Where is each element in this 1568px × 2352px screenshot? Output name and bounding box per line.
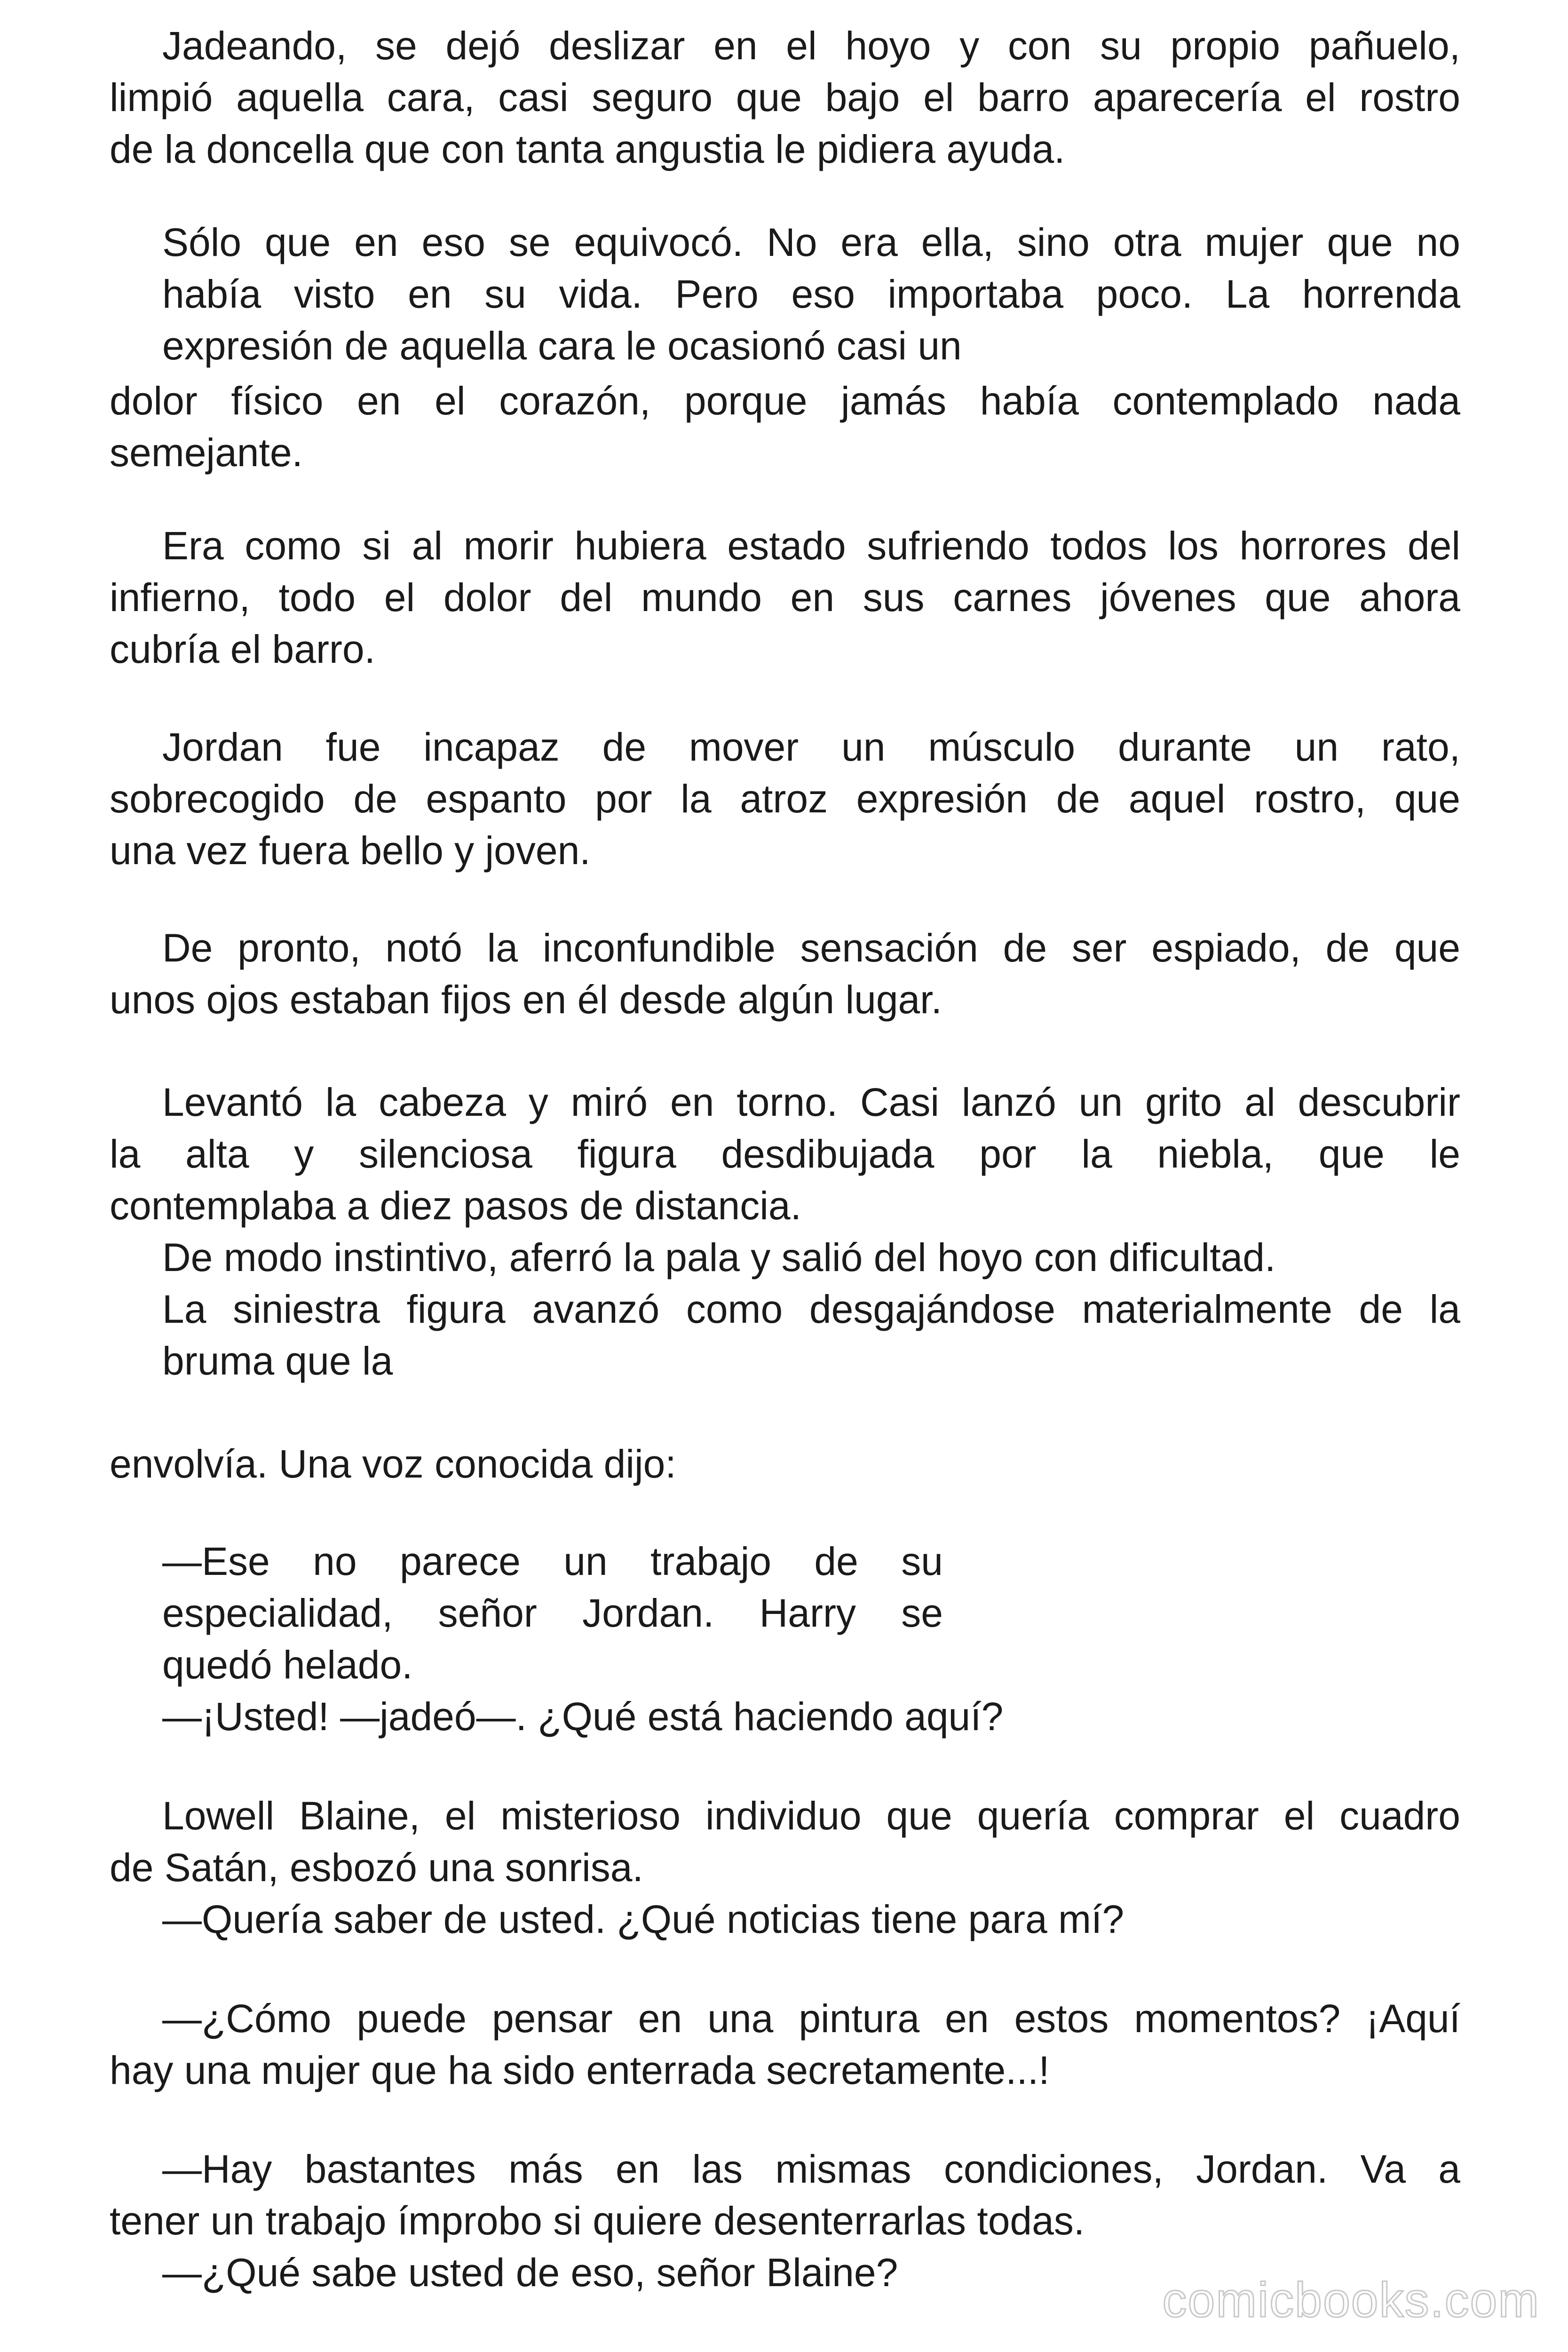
text-line: Jordan fue incapaz de mover un músculo durante un rato, [162, 725, 1460, 769]
text-line: unos ojos estaban fijos en él desde algún lugar. [110, 977, 942, 1022]
text-line: cubría el barro. [110, 627, 375, 671]
text-line: de la doncella que con tanta angustia le pidiera ayuda. [110, 127, 1065, 171]
text-line: sobrecogido de espanto por la atroz expresión de aquel rostro, que [110, 777, 1460, 821]
text-line: hay una mujer que ha sido enterrada secretamente...! [110, 2048, 1050, 2092]
text-line: especialidad, señor Jordan. Harry se [162, 1591, 943, 1635]
text-line: —¿Qué sabe usted de eso, señor Blaine? [162, 2250, 898, 2295]
text-line: una vez fuera bello y joven. [110, 828, 591, 873]
text-line: La siniestra figura avanzó como desgajándose materialmente de la [162, 1287, 1460, 1331]
text-line: había visto en su vida. Pero eso importaba poco. La horrenda [162, 272, 1460, 316]
text-line: infierno, todo el dolor del mundo en sus carnes jóvenes que ahora [110, 575, 1460, 620]
text-line: bruma que la [162, 1339, 393, 1383]
text-line: Era como si al morir hubiera estado sufriendo todos los horrores del [162, 524, 1460, 568]
text-line: de Satán, esbozó una sonrisa. [110, 1845, 643, 1890]
text-line: quedó helado. [162, 1643, 413, 1687]
text-line: semejante. [110, 430, 303, 475]
text-line: la alta y silenciosa figura desdibujada por la niebla, que le [110, 1132, 1460, 1176]
text-line: Jadeando, se dejó deslizar en el hoyo y con su propio pañuelo, [162, 24, 1460, 68]
text-line: De pronto, notó la inconfundible sensación de ser espiado, de que [162, 926, 1460, 970]
text-line: —Quería saber de usted. ¿Qué noticias tiene para mí? [162, 1897, 1125, 1941]
text-line: —Ese no parece un trabajo de su [162, 1539, 943, 1583]
text-line: De modo instintivo, aferró la pala y salió del hoyo con dificultad. [162, 1235, 1276, 1279]
text-line: Sólo que en eso se equivocó. No era ella, sino otra mujer que no [162, 220, 1460, 264]
watermark: comicbooks.com [1162, 2273, 1540, 2328]
text-line: —Hay bastantes más en las mismas condiciones, Jordan. Va a [162, 2147, 1460, 2191]
text-line: envolvía. Una voz conocida dijo: [110, 1442, 676, 1486]
text-line: Lowell Blaine, el misterioso individuo que quería comprar el cuadro [162, 1794, 1460, 1838]
text-line: limpió aquella cara, casi seguro que bajo el barro aparecería el rostro [110, 75, 1460, 119]
text-line: dolor físico en el corazón, porque jamás había contemplado nada [110, 379, 1460, 423]
text-line: expresión de aquella cara le ocasionó casi un [162, 324, 962, 368]
text-line: —¿Cómo puede pensar en una pintura en estos momentos? ¡Aquí [162, 1996, 1460, 2041]
text-line: Levantó la cabeza y miró en torno. Casi lanzó un grito al descubrir [162, 1080, 1460, 1124]
text-line: contemplaba a diez pasos de distancia. [110, 1184, 801, 1228]
text-line: tener un trabajo ímprobo si quiere desenterrarlas todas. [110, 2199, 1085, 2243]
text-line: —¡Usted! —jadeó—. ¿Qué está haciendo aquí? [162, 1694, 1004, 1739]
